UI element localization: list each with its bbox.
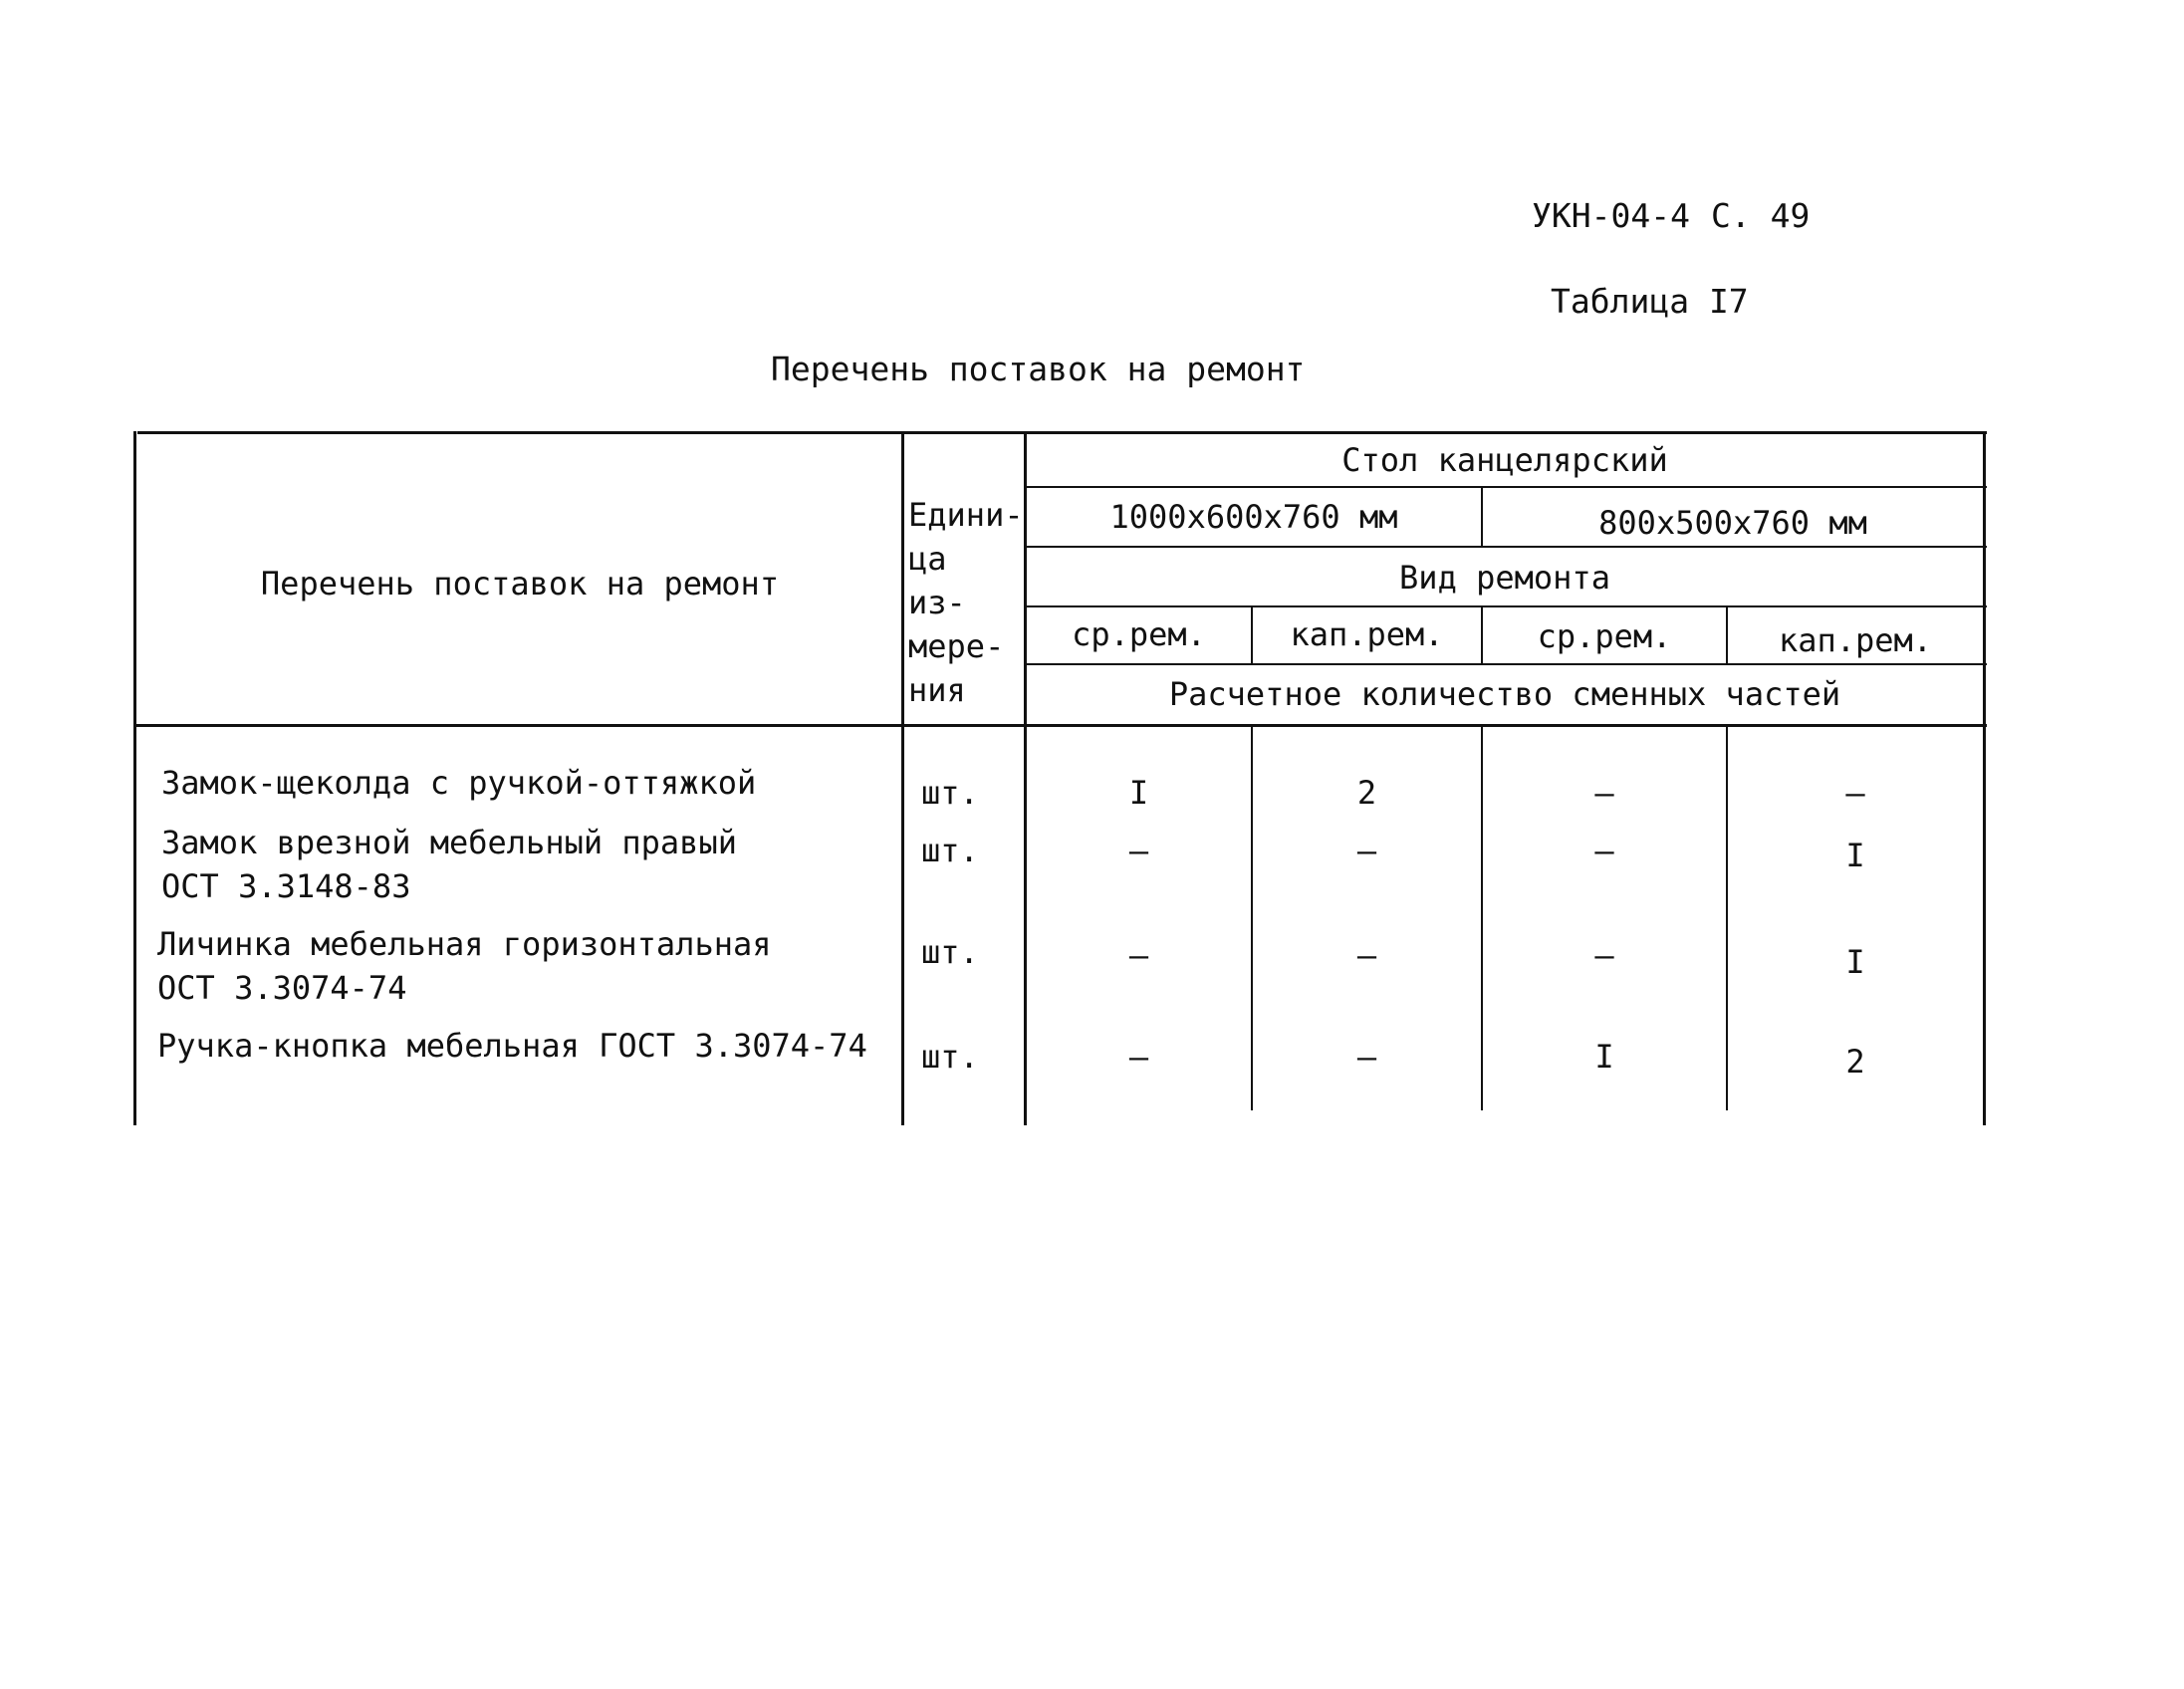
table-rule-size-row [1026, 486, 1987, 488]
table-row-4-value-3: I [1594, 1038, 1614, 1076]
table-row-3-value-4: I [1845, 943, 1865, 981]
repair-type-1: ср.рем. [1072, 615, 1206, 653]
table-row-3-value-3: – [1594, 936, 1614, 974]
group-header-desk: Стол канцелярский [1341, 441, 1668, 479]
table-rule-type-row [1026, 605, 1987, 607]
repair-type-2: кап.рем. [1290, 615, 1444, 653]
table-row-1-value-3: – [1594, 774, 1614, 812]
item-name-standard: ОСТ 3.3074-74 [157, 969, 407, 1007]
table-row-3-name [157, 922, 772, 1010]
item-name-line: Ручка-кнопка мебельная ГОСТ 3.3074-74 [157, 1027, 867, 1065]
table-row-1-name [161, 764, 757, 802]
table-row-2-name [161, 821, 737, 908]
table-rule-top [137, 431, 1987, 434]
document-code: УКН-04-4 [1532, 196, 1690, 235]
item-name-line: Замок-щеколда с ручкой-оттяжкой [161, 764, 757, 802]
page-number: С. 49 [1711, 196, 1811, 235]
table-row-4-value-4: 2 [1845, 1043, 1865, 1081]
table-row-2-value-1: – [1128, 832, 1149, 869]
table-row-2-value-2: – [1356, 832, 1377, 869]
table-row-2-value-4: I [1845, 837, 1865, 874]
table-row-2-unit: шт. [921, 832, 979, 869]
table-rule-header-bottom [135, 724, 1987, 727]
quantity-header: Расчетное количество сменных частей [1168, 675, 1841, 713]
table-row-4-value-2: – [1356, 1038, 1377, 1076]
table-rule-right [1983, 431, 1986, 1125]
table-row-4-value-1: – [1128, 1038, 1149, 1076]
size-header-2: 800х500х760 мм [1598, 504, 1867, 542]
table-row-1-value-2: 2 [1356, 774, 1377, 812]
table-row-1-value-4: – [1845, 774, 1865, 812]
table-rule-left [133, 431, 136, 1125]
table-title: Перечень поставок на ремонт [771, 350, 1306, 388]
table-label: Таблица I7 [1551, 282, 1749, 321]
table-row-4-name [157, 1027, 867, 1065]
table-rule-col-unit [901, 431, 904, 1125]
table-row-2-value-3: – [1594, 832, 1614, 869]
table-row-1-unit: шт. [921, 774, 979, 812]
table-row-3-unit: шт. [921, 933, 979, 971]
table-rule-qty-row [1026, 663, 1987, 665]
column-header-unit: Едини-ца из-мере-ния [908, 496, 1024, 709]
repair-type-4: кап.рем. [1778, 621, 1933, 659]
table-row-1-value-1: I [1128, 774, 1149, 812]
repair-type-3: ср.рем. [1537, 617, 1672, 655]
table-row-4-unit: шт. [921, 1038, 979, 1076]
table-rule-repair-row [1026, 546, 1987, 548]
table-row-3-value-1: – [1128, 936, 1149, 974]
column-header-items: Перечень поставок на ремонт [260, 565, 780, 603]
item-name-line: Замок врезной мебельный правый [161, 824, 737, 861]
item-name-line: Личинка мебельная горизонтальная [157, 925, 772, 963]
table-row-3-value-2: – [1356, 936, 1377, 974]
size-header-1: 1000х600х760 мм [1109, 498, 1398, 536]
repair-type-header: Вид ремонта [1399, 559, 1610, 597]
item-name-standard: ОСТ 3.3148-83 [161, 867, 411, 905]
